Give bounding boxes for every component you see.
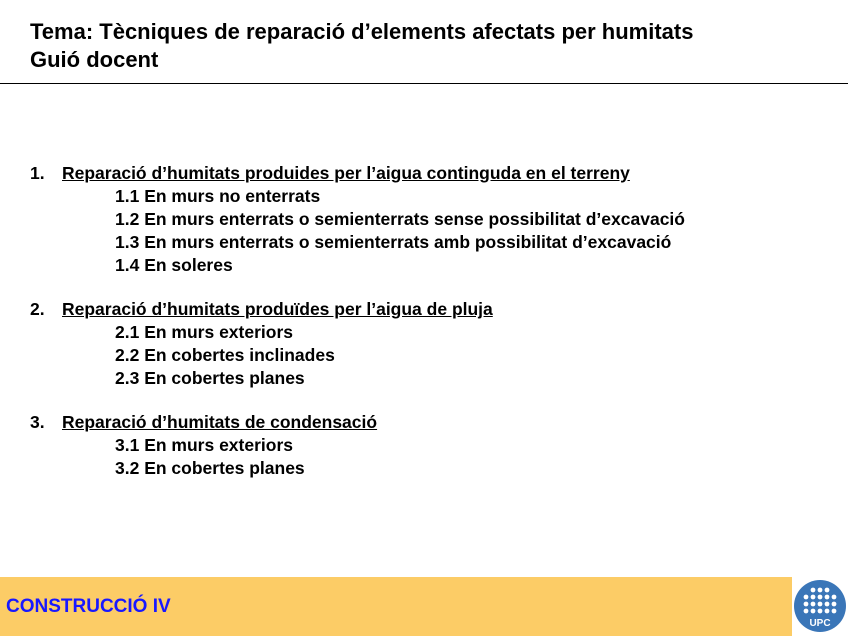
outline-item: 2.3 En cobertes planes bbox=[115, 368, 305, 388]
section-title: Reparació d’humitats produïdes per l’aigua de pluja bbox=[62, 299, 493, 319]
outline-item: 1.3 En murs enterrats o semienterrats amb possibilitat d’excavació bbox=[115, 232, 672, 252]
outline-item: 2.1 En murs exteriors bbox=[115, 322, 293, 342]
section-number: 1. bbox=[30, 163, 45, 183]
course-label: CONSTRUCCIÓ IV bbox=[6, 596, 171, 617]
section-title: Reparació d’humitats de condensació bbox=[62, 412, 378, 432]
section-heading bbox=[30, 298, 830, 321]
outline bbox=[30, 162, 830, 501]
header-divider bbox=[0, 83, 848, 84]
slide-header bbox=[30, 18, 693, 74]
outline-item: 1.2 En murs enterrats o semienterrats sense possibilitat d’excavació bbox=[115, 209, 685, 229]
upc-logo bbox=[792, 577, 848, 636]
outline-item: 1.4 En soleres bbox=[115, 255, 233, 275]
upc-logo-icon bbox=[793, 578, 847, 634]
slide-subtitle: Guió docent bbox=[30, 47, 159, 72]
section-title: Reparació d’humitats produides per l’aigua continguda en el terreny bbox=[62, 163, 630, 183]
outline-item: 2.2 En cobertes inclinades bbox=[115, 345, 335, 365]
outline-item: 3.1 En murs exteriors bbox=[115, 435, 293, 455]
outline-section bbox=[30, 298, 830, 390]
logo-text: UPC bbox=[809, 618, 831, 629]
section-heading bbox=[30, 162, 830, 185]
slide-title: Tema: Tècniques de reparació d’elements afectats per humitats bbox=[30, 19, 694, 44]
footer-bar bbox=[0, 577, 792, 636]
section-number: 3. bbox=[30, 412, 45, 432]
section-heading bbox=[30, 411, 830, 434]
section-number: 2. bbox=[30, 299, 45, 319]
outline-section bbox=[30, 162, 830, 277]
outline-section bbox=[30, 411, 830, 480]
outline-item: 1.1 En murs no enterrats bbox=[115, 186, 321, 206]
outline-item: 3.2 En cobertes planes bbox=[115, 458, 305, 478]
